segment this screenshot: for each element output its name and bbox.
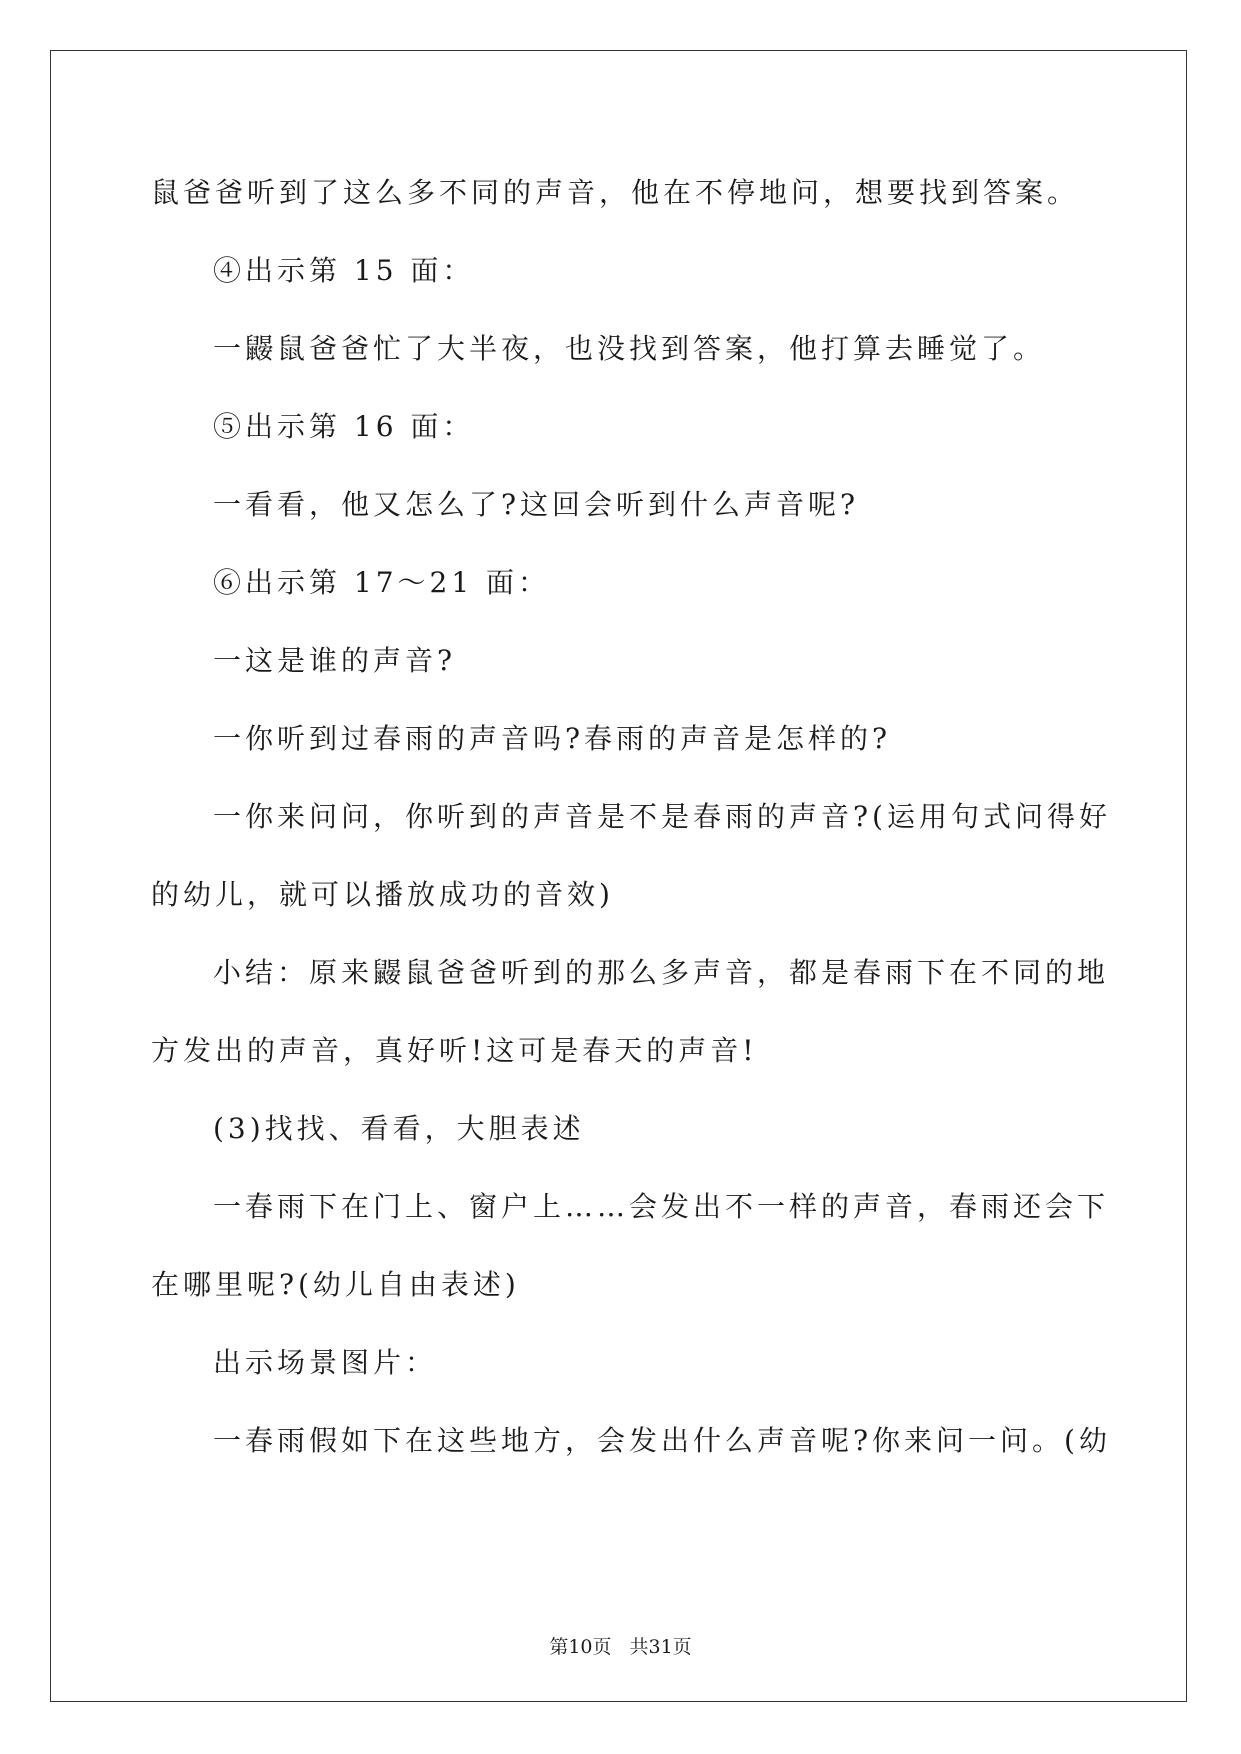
paragraph-line: 一你听到过春雨的声音吗?春雨的声音是怎样的? bbox=[213, 722, 892, 755]
page-total: 共31页 bbox=[629, 1636, 692, 1658]
paragraph-line: 在哪里呢?(幼儿自由表述) bbox=[151, 1268, 520, 1301]
page-number: 第10页 bbox=[549, 1636, 612, 1658]
paragraph-line: 小结：原来鼹鼠爸爸听到的那么多声音，都是春雨下在不同的地 bbox=[213, 956, 1110, 989]
paragraph-line: 鼠爸爸听到了这么多不同的声音，他在不停地问，想要找到答案。 bbox=[151, 176, 1080, 209]
paragraph-line: ⑥出示第 17～21 面： bbox=[213, 566, 551, 599]
paragraph-line: 一看看，他又怎么了?这回会听到什么声音呢? bbox=[213, 488, 860, 521]
paragraph-line: 一鼹鼠爸爸忙了大半夜，也没找到答案，他打算去睡觉了。 bbox=[213, 332, 1046, 365]
paragraph-line: ④出示第 15 面： bbox=[213, 254, 475, 287]
paragraph-line: 一春雨下在门上、窗户上……会发出不一样的声音，春雨还会下 bbox=[213, 1190, 1110, 1223]
paragraph-line: 出示场景图片： bbox=[213, 1346, 438, 1379]
paragraph-line: 一这是谁的声音? bbox=[213, 644, 457, 677]
paragraph-line: 方发出的声音，真好听!这可是春天的声音! bbox=[151, 1034, 758, 1067]
page-footer bbox=[0, 1632, 1241, 1659]
paragraph-line: 一你来问问，你听到的声音是不是春雨的声音?(运用句式问得好 bbox=[213, 800, 1111, 833]
paragraph-line: 一春雨假如下在这些地方，会发出什么声音呢?你来问一问。(幼 bbox=[213, 1424, 1111, 1457]
paragraph-line: (3)找找、看看，大胆表述 bbox=[213, 1112, 585, 1145]
paragraph-line: ⑤出示第 16 面： bbox=[213, 410, 475, 443]
paragraph-line: 的幼儿，就可以播放成功的音效) bbox=[151, 878, 614, 911]
